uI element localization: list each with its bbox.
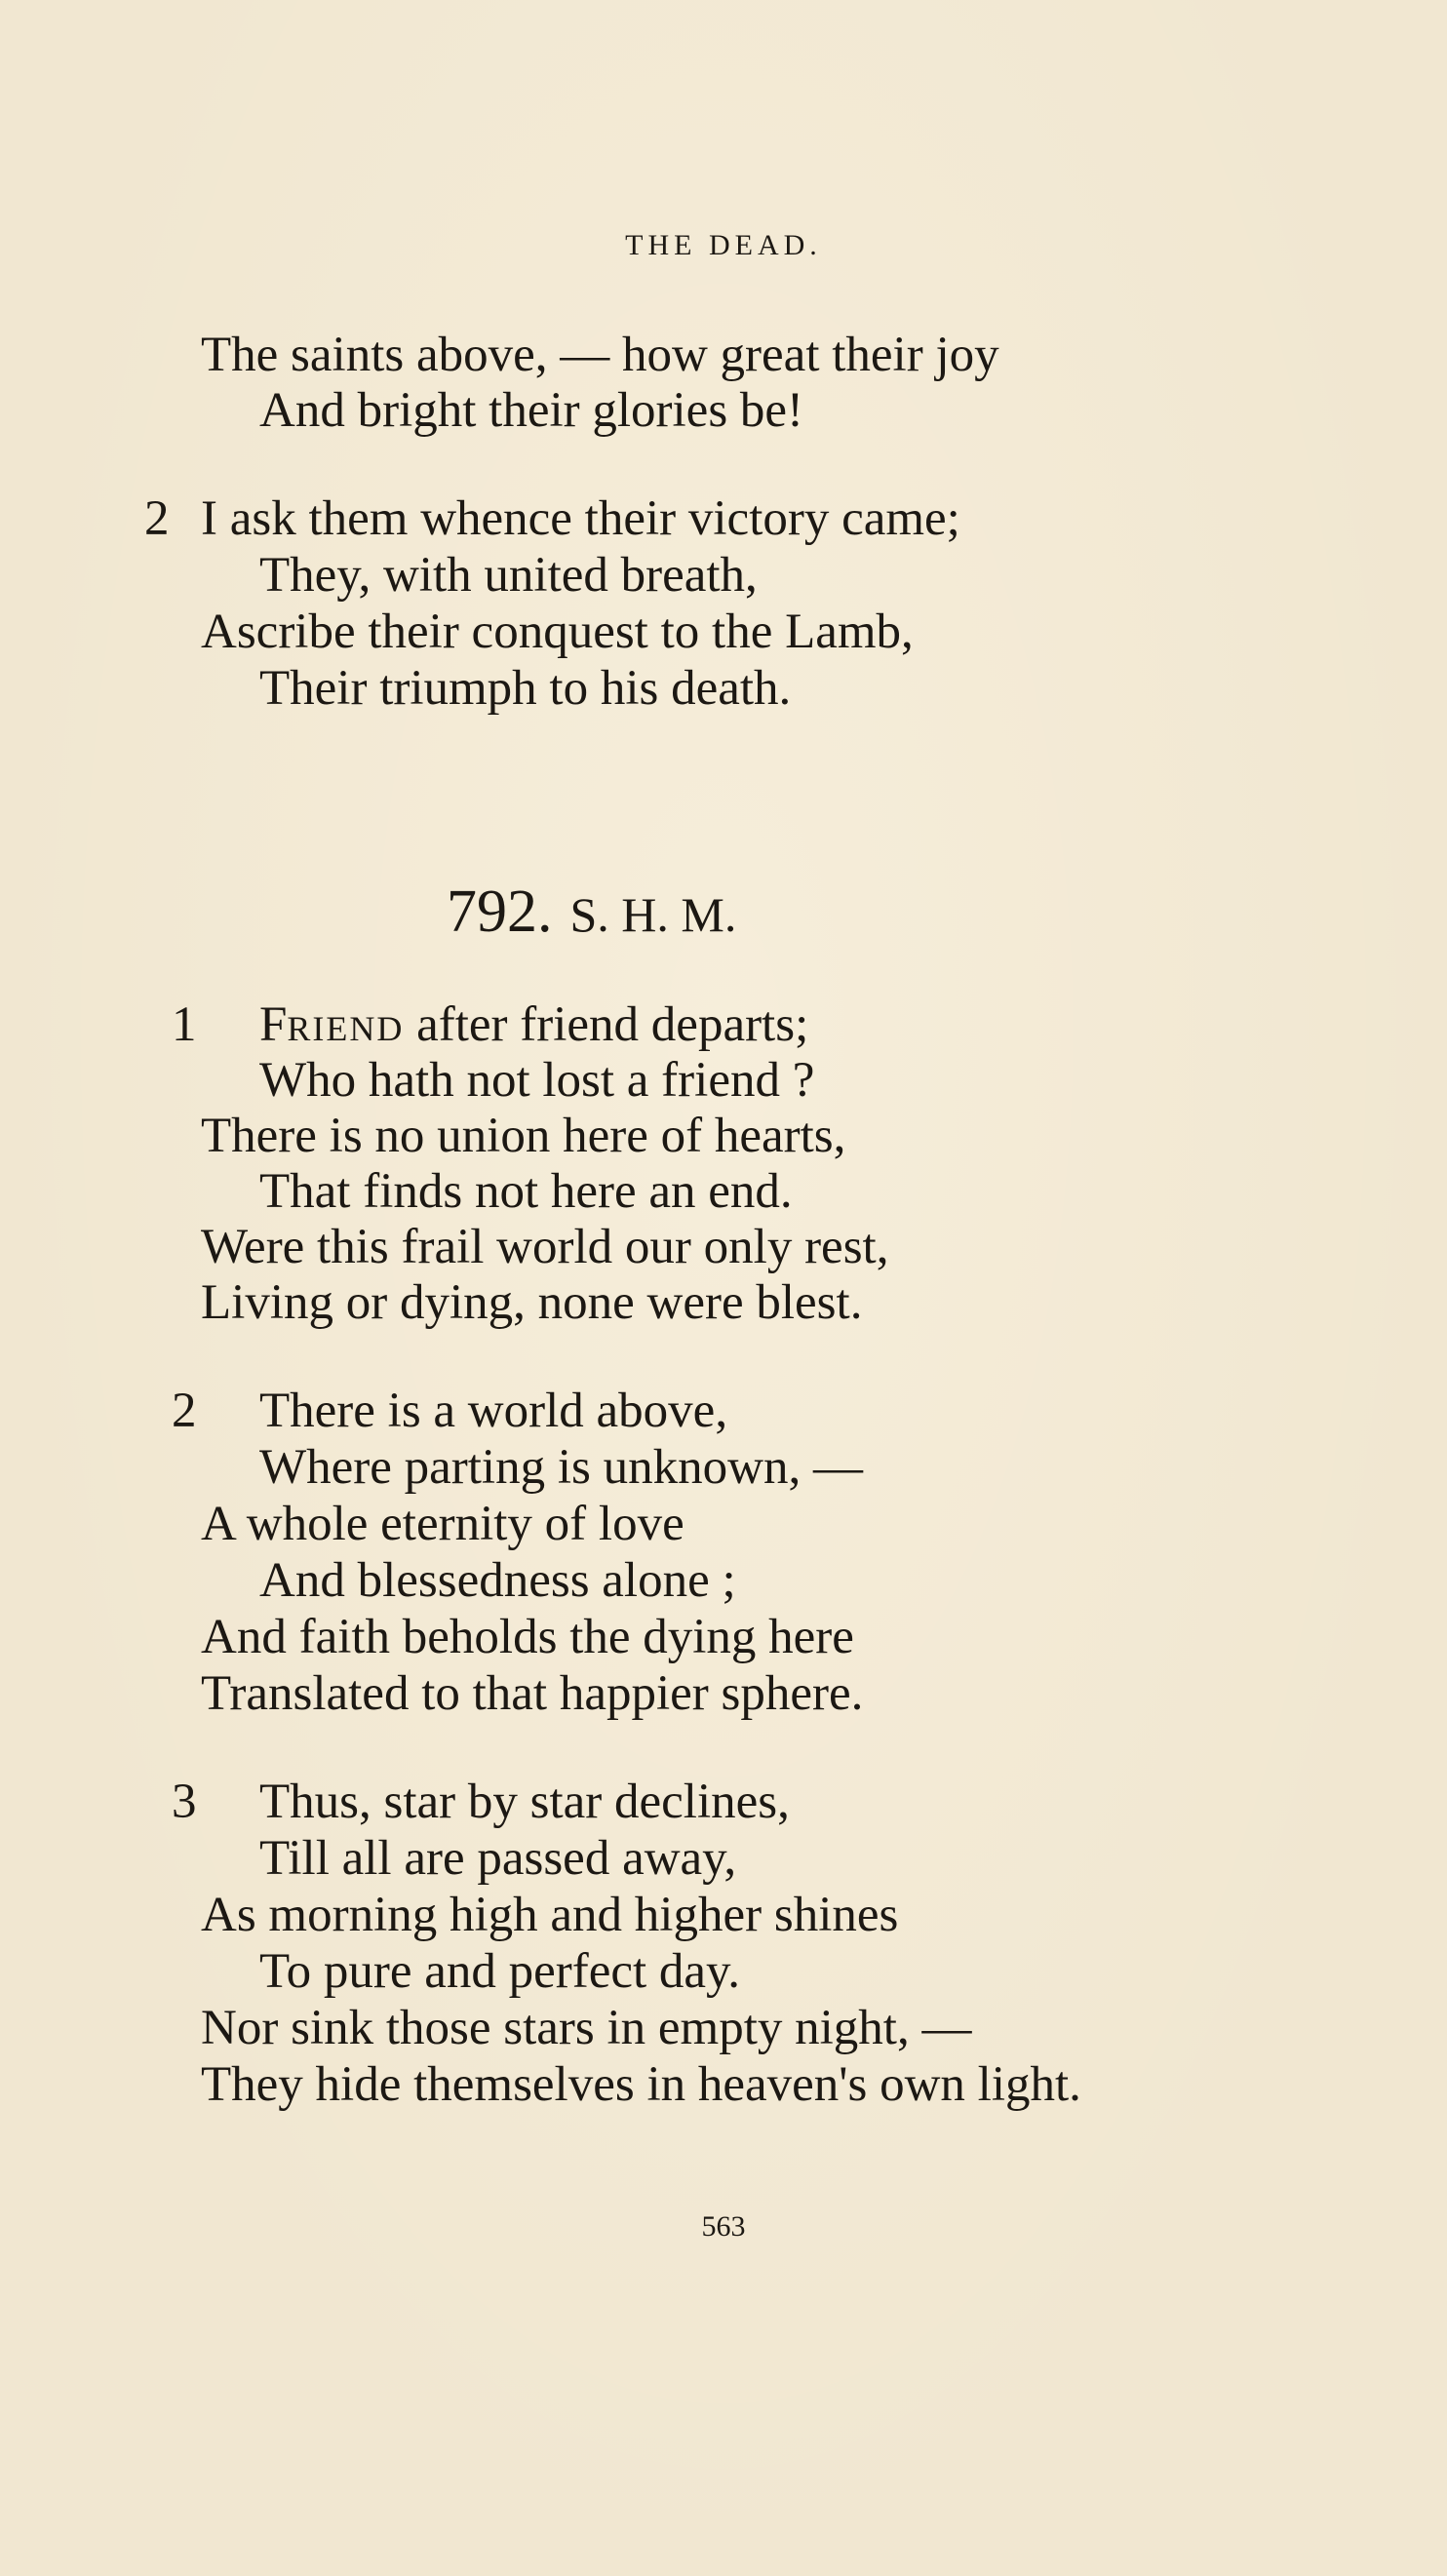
- verse-line: There is no union here of hearts,: [201, 1109, 846, 1163]
- drop-initial: F: [259, 997, 288, 1052]
- verse-line: I ask them whence their victory came;: [201, 491, 960, 546]
- verse-line-first: [259, 995, 808, 1058]
- small-caps-word: RIEND: [287, 1009, 405, 1048]
- verse-line: Nor sink those stars in empty night, —: [201, 2001, 972, 2055]
- verse-line: Were this frail world our only rest,: [201, 1220, 889, 1274]
- verse-line: A whole eternity of love: [201, 1497, 684, 1551]
- verse-line: Where parting is unknown, —: [259, 1440, 863, 1495]
- verse-line: Ascribe their conquest to the Lamb,: [201, 605, 914, 659]
- verse-line: They hide themselves in heaven's own light.: [201, 2057, 1081, 2112]
- verse-line: Till all are passed away,: [259, 1831, 737, 1886]
- running-head: THE DEAD.: [625, 229, 822, 261]
- verse-line: To pure and perfect day.: [259, 1944, 740, 1999]
- verse-line: And bright their glories be!: [259, 383, 804, 438]
- verse-line: That finds not here an end.: [259, 1164, 793, 1219]
- stanza-number: 3: [172, 1775, 197, 1829]
- verse-line: The saints above, — how great their joy: [201, 328, 999, 382]
- hymn-meter: S. H. M.: [569, 887, 737, 942]
- hymn-number: 792.: [447, 878, 553, 945]
- stanza-number: 1: [172, 997, 197, 1052]
- verse-line: Their triumph to his death.: [259, 661, 792, 716]
- verse-line: Who hath not lost a friend ?: [259, 1053, 815, 1108]
- verse-line: Thus, star by star declines,: [259, 1775, 790, 1829]
- verse-line: And faith beholds the dying here: [201, 1610, 854, 1664]
- page-number: 563: [701, 2210, 746, 2243]
- verse-line: As morning high and higher shines: [201, 1888, 899, 1942]
- first-line-rest: after friend departs;: [404, 997, 809, 1052]
- verse-line: There is a world above,: [259, 1384, 728, 1438]
- verse-line: Translated to that happier sphere.: [201, 1666, 864, 1721]
- verse-line: And blessedness alone ;: [259, 1553, 736, 1608]
- verse-line: Living or dying, none were blest.: [201, 1275, 863, 1330]
- hymn-heading: [447, 878, 736, 949]
- stanza-number: 2: [144, 491, 170, 546]
- stanza-number: 2: [172, 1384, 197, 1438]
- verse-line: They, with united breath,: [259, 548, 758, 603]
